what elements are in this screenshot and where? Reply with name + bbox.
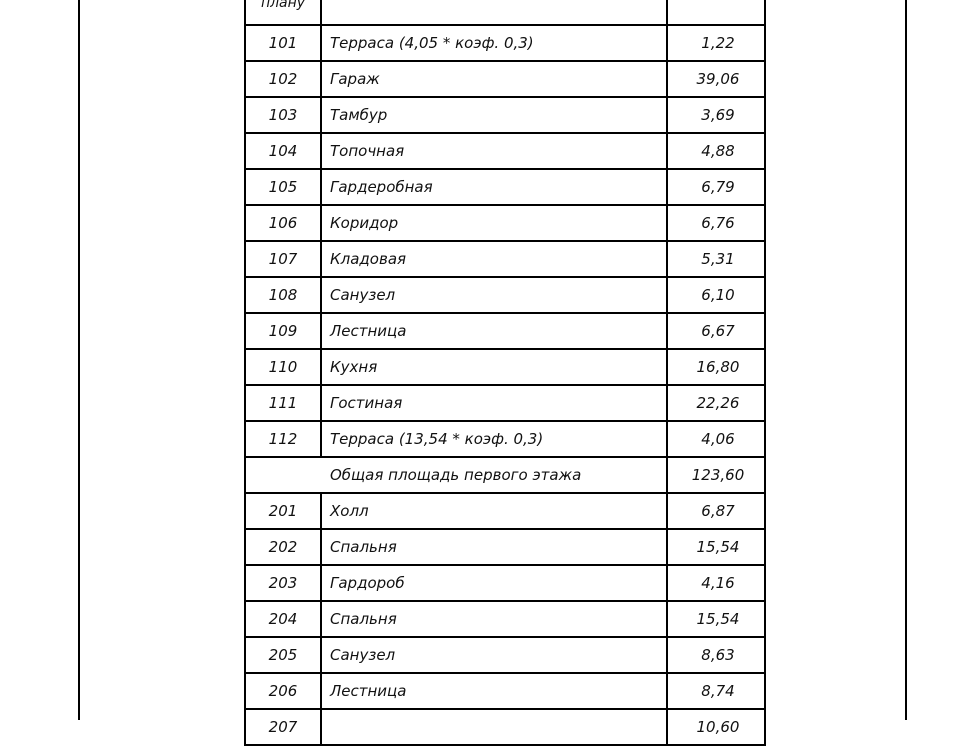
- room-number-cell: 111: [246, 386, 322, 420]
- room-name-cell: Гараж: [322, 62, 668, 96]
- room-area-cell: 10,60: [696, 718, 740, 736]
- header-area-cell: [670, 0, 766, 24]
- header-name-cell: [322, 0, 668, 24]
- room-number-cell: 207: [246, 710, 322, 744]
- room-number-cell: 102: [246, 62, 322, 96]
- room-name-cell: Кухня: [322, 350, 668, 384]
- table-total-row: [244, 458, 766, 494]
- room-name-cell: Санузел: [322, 278, 668, 312]
- room-area-cell: 123,60: [691, 466, 745, 484]
- table-row: [244, 494, 766, 530]
- room-number-cell: 204: [246, 602, 322, 636]
- room-number-cell: 104: [246, 134, 322, 168]
- table-row: [244, 170, 766, 206]
- table-row: [244, 62, 766, 98]
- room-name-cell: Лестница: [322, 314, 668, 348]
- table-row: [244, 566, 766, 602]
- room-number-cell: 105: [246, 170, 322, 204]
- header-num-cell: плану: [246, 0, 322, 24]
- room-number-cell: 101: [246, 26, 322, 60]
- table-row: [244, 278, 766, 314]
- room-name-cell: Спальня: [322, 530, 668, 564]
- room-name-cell: Топочная: [322, 134, 668, 168]
- room-area-cell: 15,54: [696, 538, 740, 556]
- room-area-cell: 8,74: [701, 682, 735, 700]
- room-name-cell: Терраса (13,54 * коэф. 0,3): [322, 422, 668, 456]
- table-row: [244, 638, 766, 674]
- table-row: [244, 98, 766, 134]
- room-area-table: [244, 0, 766, 746]
- room-number-cell: 110: [246, 350, 322, 384]
- room-area-cell: 15,54: [696, 610, 740, 628]
- room-number-cell: 206: [246, 674, 322, 708]
- room-name-cell: Кладовая: [322, 242, 668, 276]
- room-name-cell: Тамбур: [322, 98, 668, 132]
- room-number-cell: 112: [246, 422, 322, 456]
- room-name-cell: Общая площадь первого этажа: [322, 458, 668, 492]
- room-area-cell: 3,69: [701, 106, 735, 124]
- room-area-cell: 6,79: [701, 178, 735, 196]
- room-area-cell: 4,06: [701, 430, 735, 448]
- table-header-row: [244, 0, 766, 26]
- table-row: [244, 314, 766, 350]
- frame-border-right: [905, 0, 907, 720]
- room-area-cell: 22,26: [696, 394, 740, 412]
- room-number-cell: 205: [246, 638, 322, 672]
- room-area-cell: 6,87: [701, 502, 735, 520]
- table-row: [244, 422, 766, 458]
- room-area-cell: 4,16: [701, 574, 735, 592]
- room-area-cell: 8,63: [701, 646, 735, 664]
- table-row: [244, 674, 766, 710]
- room-area-cell: 16,80: [696, 358, 740, 376]
- room-number-cell: 103: [246, 98, 322, 132]
- room-number-cell: 109: [246, 314, 322, 348]
- table-row: [244, 386, 766, 422]
- room-number-cell: 108: [246, 278, 322, 312]
- frame-border-left: [78, 0, 80, 720]
- room-number-cell: 202: [246, 530, 322, 564]
- room-area-cell: 39,06: [696, 70, 740, 88]
- room-number-cell: 107: [246, 242, 322, 276]
- room-name-cell: Спальня: [322, 602, 668, 636]
- room-name-cell: Гардеробная: [322, 170, 668, 204]
- table-body: [244, 26, 766, 746]
- table-row: [244, 134, 766, 170]
- table-row: [244, 350, 766, 386]
- room-name-cell: [322, 710, 668, 744]
- room-name-cell: Санузел: [322, 638, 668, 672]
- room-area-cell: 4,88: [701, 142, 735, 160]
- table-row: [244, 710, 766, 746]
- room-area-cell: 6,67: [701, 322, 735, 340]
- room-number-cell: [246, 458, 320, 492]
- table-row: [244, 26, 766, 62]
- room-number-cell: 106: [246, 206, 322, 240]
- room-name-cell: Гостиная: [322, 386, 668, 420]
- room-number-cell: 201: [246, 494, 322, 528]
- room-name-cell: Лестница: [322, 674, 668, 708]
- room-name-cell: Гардороб: [322, 566, 668, 600]
- table-row: [244, 530, 766, 566]
- table-row: [244, 242, 766, 278]
- room-name-cell: Холл: [322, 494, 668, 528]
- room-area-cell: 6,76: [701, 214, 735, 232]
- room-area-cell: 5,31: [701, 250, 735, 268]
- room-area-cell: 1,22: [701, 34, 735, 52]
- table-row: [244, 602, 766, 638]
- room-name-cell: Терраса (4,05 * коэф. 0,3): [322, 26, 668, 60]
- table-row: [244, 206, 766, 242]
- room-name-cell: Коридор: [322, 206, 668, 240]
- room-area-cell: 6,10: [701, 286, 735, 304]
- room-number-cell: 203: [246, 566, 322, 600]
